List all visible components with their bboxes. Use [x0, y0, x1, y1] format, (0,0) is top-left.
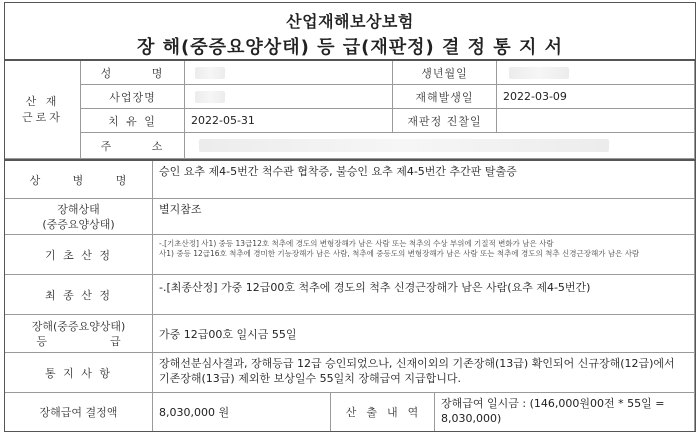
document-title-main: 산업재해보상보험 [286, 12, 414, 31]
calc-detail-label: 산 출 내 역 [331, 393, 435, 431]
worker-group-label: 산 재 근로자 [5, 61, 81, 159]
name-value [185, 61, 393, 85]
redacted-name [195, 67, 225, 79]
notice-label: 통 지 사 항 [5, 353, 153, 393]
worker-section [5, 61, 695, 159]
birth-value [497, 61, 695, 85]
status-label: 장해상태 (중증요양상태) [5, 199, 153, 235]
workplace-value [185, 85, 393, 109]
diagnosis-value: 승인 요추 제4-5번간 척수관 협착증, 불승인 요추 제4-5번간 추간판 탈출증 [153, 161, 695, 199]
basic-calc-line-1: -.[기초산정] 사1) 중등 13급12호 척추에 경도의 변형장해가 남은 사람 또는 척추의 수상 부위에 기질적 변화가 남은 사람 [159, 239, 554, 248]
document-header [5, 3, 695, 61]
accident-date-label: 재해발생일 [393, 85, 497, 109]
grade-value: 가중 12급00호 일시금 55일 [153, 315, 695, 353]
cure-date-label: 치 유 일 [81, 109, 185, 133]
cure-date-value: 2022-05-31 [185, 109, 393, 133]
document-title-sub: 장 해(중증요양상태) 등 급(재판정) 결 정 통 지 서 [136, 37, 564, 58]
address-label: 주 소 [81, 133, 185, 159]
notice-value: 장해선분심사결과, 장해등급 12급 승인되었으나, 신재이외의 기존장해(13급) 확인되어 신규장해(12급)에서 기존장해(13급) 제외한 보상일수 55일치 장해급여 지급합니다. [153, 353, 695, 393]
redacted-address [199, 139, 609, 152]
amount-label: 장해급여 결정액 [5, 393, 153, 431]
final-calc-value: -.[최종산정] 가중 12급00호 척추에 경도의 척추 신경근장해가 남은 사람(요추 제4-5번간) [153, 275, 695, 315]
basic-calc-line-2: 사1) 중등 12급16호 척추에 경미한 기능장해가 남은 사람, 척추에 중등도의 변형장해가 남은 사람 또는 척추에 경도의 척추 신경근장해가 남은 사람 [159, 249, 640, 258]
reexam-date-label: 재판정 진찰일 [393, 109, 497, 133]
amount-value: 8,030,000 원 [153, 393, 331, 431]
redacted-birth [509, 67, 569, 79]
final-calc-label: 최 종 산 정 [5, 275, 153, 315]
name-label: 성 명 [81, 61, 185, 85]
workplace-label: 사업장명 [81, 85, 185, 109]
grade-label: 장해(중증요양상태) 등 급 [5, 315, 153, 353]
birth-label: 생년월일 [393, 61, 497, 85]
reexam-date-value [497, 109, 695, 133]
diagnosis-label: 상 병 명 [5, 161, 153, 199]
address-value [185, 133, 695, 159]
basic-calc-value [153, 235, 695, 275]
status-value: 별지참조 [153, 199, 695, 235]
accident-date-value: 2022-03-09 [497, 85, 695, 109]
details-section [5, 161, 695, 431]
redacted-workplace [195, 91, 225, 103]
basic-calc-label: 기 초 산 정 [5, 235, 153, 275]
calc-detail-value: 장해급여 일시금 : (146,000원00전 * 55일 = 8,030,000) [435, 393, 695, 431]
decision-notice-document [4, 2, 696, 432]
